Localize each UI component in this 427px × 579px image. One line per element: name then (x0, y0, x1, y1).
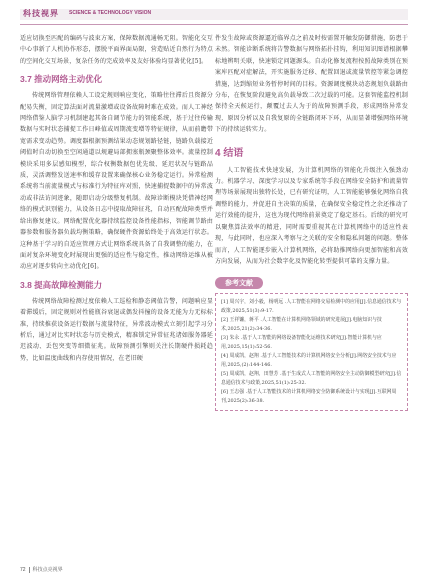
reference-item: [1] 周兴宇，刘小毅，杨明远 .人工智能在网络交易检测中的应用[J].信息通信技术与政策,2025,51(3):9-17. (221, 299, 402, 315)
reference-item: [3] 朱永 .基于人工智能的网络设备智能化运维技术研究[J].智能计算机与应用,2025,15(1):52-56. (221, 335, 382, 351)
right-column (215, 33, 408, 411)
journal-logo-cn: 科技视界 (23, 8, 59, 18)
paragraph-fault-detection: 传统网络故障检测过度依赖人工巡检和静态阈值告警，问题响应显着滞缓后，固定规则对性能瓶谷衰退或偶发抖撞的设备无能为力无标标准，持续推获设备运行数据与流量特征，异常波动模式立刻引起学习分析后，通过对比实时状态与历史模式，精准锁定异常征兆诸如服务器延迟波动、丢包突变等细微征兆。故障预测引擎则关注长期硬件损耗趋势，比如温度曲线和内存使用情况，在老旧硬 (20, 297, 213, 362)
paragraph-conclusion: 人工智能技术快速发展，为计算机网络的智能化升级注入强劲动力。机器学习、深度学习以及专家系统等手段在网络安全防护和流量管理等场景展现出独特长处，已有研究证明，人工智能能够强化网络自我调整的能力，并促进自主决策的质量，在确保安全稳定性之余还推动了运行效能的提升，这也为现代网络前景奠定了稳定基石。后续的研究可以聚焦算法效率的精进，同时需要重视其在计算机网络中的适应性表现，与此同时，也应深入考察与之关联的安全和隐私问题的问题。整体而言，人工智能逐步嵌入计算机网络，必将助推网络向更加智能和高效方向发展，从而为社会数字化及智能化转型提供可靠的支撑力量。 (215, 166, 408, 265)
section-heading-conclusion: 4 结语 (215, 147, 244, 159)
page-header (0, 0, 427, 30)
footer-journal: 科技点亮视界 (32, 567, 63, 573)
header-rule (20, 24, 408, 25)
section-heading-3-8: 3.8 提高故障检测能力 (20, 279, 103, 290)
reference-item: [2] 王祥镰，蒋平 .人工智能在计算机网络领域的研究进展[J].电脑知识与技术,2025,21(2):34-36. (221, 317, 382, 333)
journal-logo-en: SCIENCE & TECHNOLOGY VISION (69, 10, 152, 16)
page-footer (20, 566, 63, 573)
paragraph-continuation: 适应切换至匹配的编码与波束方案，保障数据流通畅无阻。智能化交互中心事新了人机协作形态，摆脱平面界面局限，营造贴近自然行为特点的空间化交互场景，复杂任务的完成效率及友好体验均显著优化[5]。 (20, 35, 213, 65)
references-box (215, 293, 408, 411)
reference-item: [4] 周成凯，赵翔 .基于人工智能技术的计算机网络安全分析[J].网络安全技术与应用,2025,(2):144-146. (221, 353, 397, 369)
left-column (20, 33, 213, 364)
footer-divider (29, 567, 30, 573)
references-title: 参考文献 (215, 277, 263, 289)
reference-item: [6] 王志强 .基于人工智能技术的计算机网络安全防御系统设计与实现[J].互联网周刊,2025(2):36-38. (221, 389, 397, 405)
paragraph-network-optimization: 传统网络管理依赖人工设定规则响应变化，策略往往滞后且资源分配易失衡，固定算法面对流量激增或设备故障时难在成效。而人工神经网络借鉴人脑学习机制建起其备自调节能力的智能系统，基于过往传输数据与实时状态捕捉工作日峰值或周期流变增等特征规律，从而前瞻带宽需求变动趋势。调度器根据预测结果动态规划路径链，链路负载接近阈值时自动切换至空闲通道以规避局部拥塞瓶颈聚整体效率。流量控制模块采用多层感知模型，综合权衡数据包优先级、延迟状况与链路品质，灵活调整发送速率和缓存设置来确保核心业务稳定运行。异常检测系统将当前流量模式与标准行为特征库对照，快速捕捉数据中的异常波动或非法访问迹象，随即启动分级整复机制。故障诊断模块凭借神经网络的模式识别能力，从设备日志中提取故障征兆，自动匹配故障类型并给出修复建议。网络配置优化器持续监控设备性能指标，智能调节路由器参数和服务器负载均衡策略，确保硬件资源始终处于高效运行状态。这种基于学习的自适应管理方式让网络系统具备了自我调整的能力，在面对复杂环境变化时展现出更强的适应性与稳定性，推动网络运维从被动应对逐步转向主动优化[6]。 (20, 92, 213, 271)
reference-item: [5] 周成凯，赵翔，田慧芳 .基于生成式人工智能的网络安全主动防御模型研究[J].信息通信技术与政策,2025,51(1):25-32. (221, 371, 402, 387)
section-heading-3-7: 3.7 推动网络主动优化 (20, 74, 103, 85)
page-number: 72 (20, 567, 26, 573)
paragraph-fault-continuation: 件发生故障或资源逼近临界点之前及时按需置开触发防御措施，防患于未然。智能诊断系统将告警数据与网络拓扑挂钩，利用知识图谱根据攀标地辨明关联，快速锁定问题源头。自动化修复流程按照故障类别在预案库匹配对症解法，开实施服务迁移、配置回退或流量管控等紧急调控措施，达到缩短业务暂停时间的目标。资源调度模块动态规划负载路由分布，在恢复阶段避免高负载导致二次过载的可能。这套智能监控机制保持全天候运行，颠覆过去人为于的故障预测手段，形成网络异常发现、原因分析以及自我复原的全链路闭环下环，从而显著增强网络环境下的持续运转实力。 (215, 35, 408, 134)
